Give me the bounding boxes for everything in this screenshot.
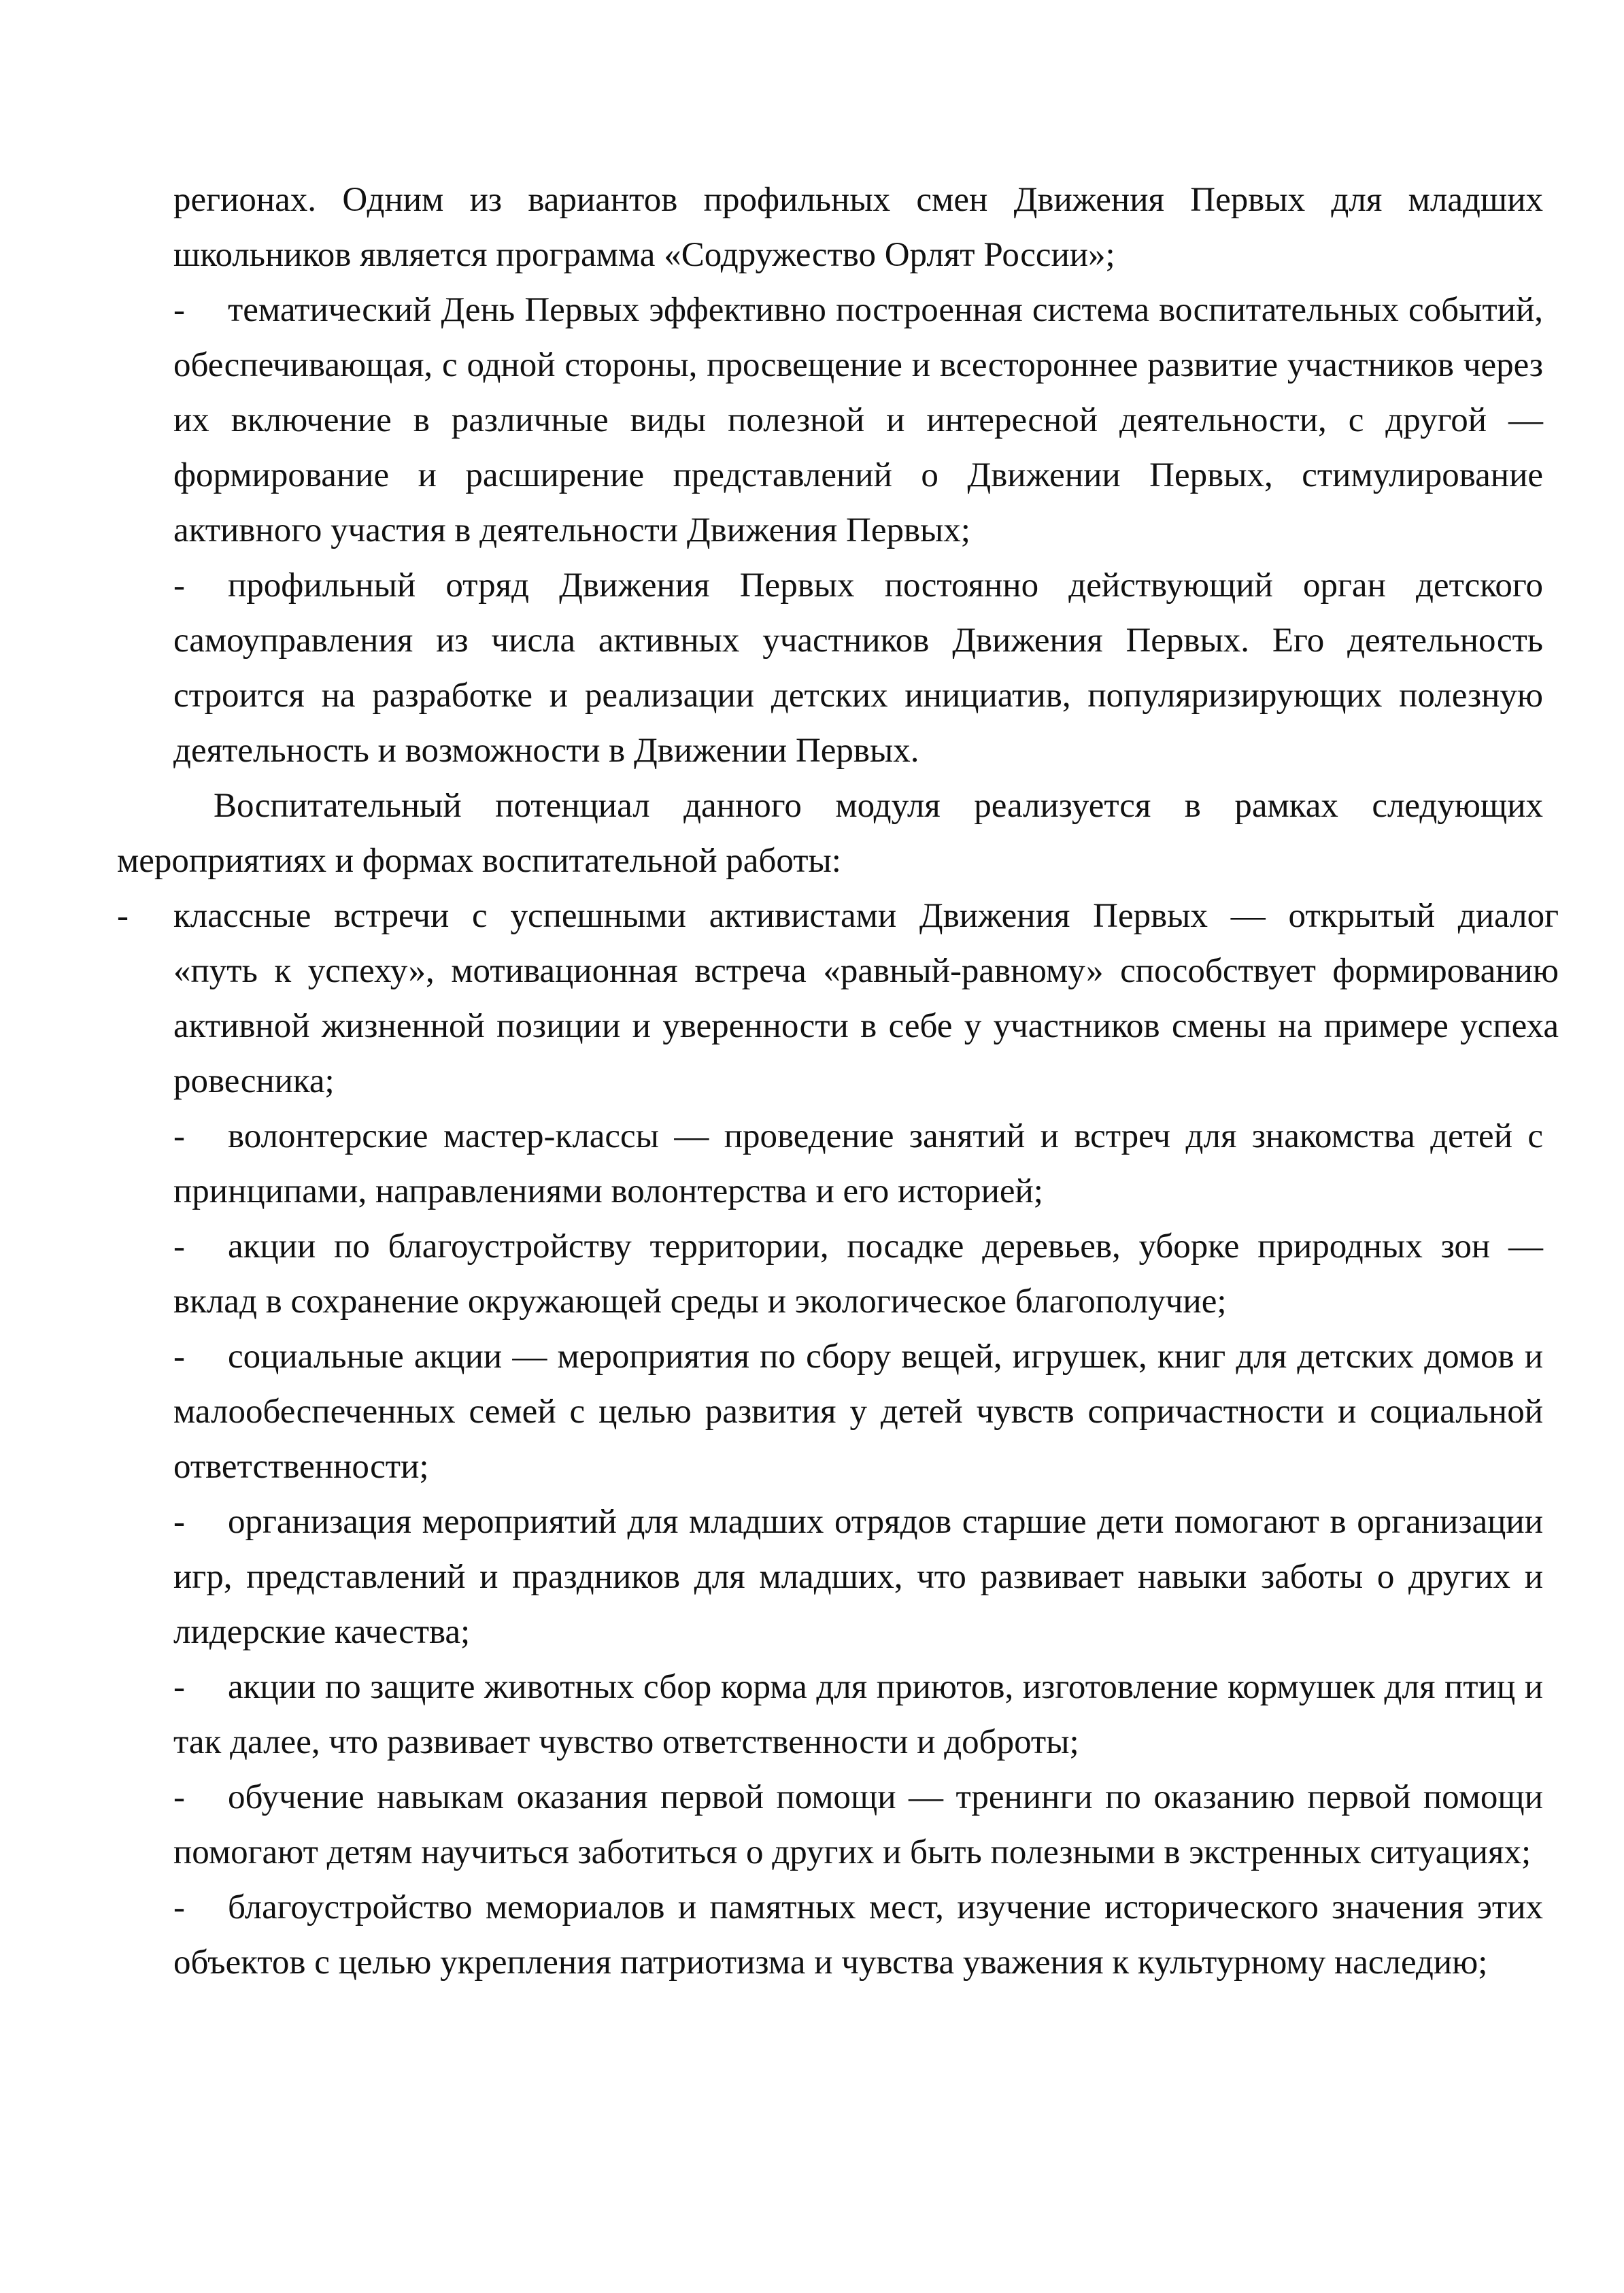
list-item-text: благоустройство мемориалов и памятных мест, изучение исторического значения этих объектов с целью укрепления патриотизма и чувства уважения к культурному наследию; bbox=[173, 1888, 1543, 1982]
list-item bbox=[173, 283, 1543, 558]
document-body bbox=[0, 173, 1624, 1990]
bullet-marker: - bbox=[173, 291, 185, 329]
list-item bbox=[173, 1329, 1543, 1495]
list-item-text: тематический День Первых эффективно построенная система воспитательных событий, обеспечивающая, с одной стороны, просвещение и всестороннее развитие участников через их включение в различные виды полезной и интересной деятельности, с другой — формирование и расширение представлений о Движении Первых, стимулирование активного участия в деятельности Движения Первых; bbox=[173, 291, 1543, 549]
list-item bbox=[173, 558, 1543, 779]
list-item bbox=[173, 1219, 1543, 1329]
list-item-text: организация мероприятий для младших отрядов старшие дети помогают в организации игр, представлений и праздников для младших, что развивает навыки заботы о других и лидерские качества; bbox=[173, 1503, 1543, 1651]
list-item-text: обучение навыкам оказания первой помощи — тренинги по оказанию первой помощи помогают детям научиться заботиться о других и быть полезными в экстренных ситуациях; bbox=[173, 1778, 1543, 1871]
list-item-text: акции по благоустройству территории, посадке деревьев, уборке природных зон — вклад в сохранение окружающей среды и экологическое благополучие; bbox=[173, 1227, 1543, 1321]
list-item bbox=[173, 1495, 1543, 1660]
bullet-marker: - bbox=[173, 1888, 185, 1926]
paragraph-indented: Воспитательный потенциал данного модуля реализуется в рамках следующих мероприятиях и формах воспитательной работы: bbox=[117, 787, 1543, 880]
list-item-text: социальные акции — мероприятия по сбору вещей, игрушек, книг для детских домов и малообеспеченных семей с целью развития у детей чувств сопричастности и социальной ответственности; bbox=[173, 1338, 1543, 1486]
list-item-first-line: классные встречи с успешными активистами Движения Первых — открытый диалог bbox=[173, 897, 1559, 935]
bullet-marker: - bbox=[173, 1668, 185, 1706]
list-item-text: «путь к успеху», мотивационная встреча «равный-равному» способствует формированию активной жизненной позиции и уверенности в себе у участников смены на примере успеха ровесника; bbox=[173, 952, 1559, 1100]
bullet-marker: - bbox=[173, 1778, 185, 1816]
bullet-marker: - bbox=[173, 1503, 185, 1541]
bullet-marker: - bbox=[173, 1227, 185, 1266]
list-item bbox=[173, 1109, 1543, 1219]
list-item-text: профильный отряд Движения Первых постоянно действующий орган детского самоуправления из числа активных участников Движения Первых. Его деятельность строится на разработке и реализации детских инициатив, популяризирующих полезную деятельность и возможности в Движении Первых. bbox=[173, 566, 1543, 770]
bullet-marker: - bbox=[173, 1338, 185, 1376]
list-item-text: волонтерские мастер-классы — проведение занятий и встреч для знакомства детей с принципами, направлениями волонтерства и его историей; bbox=[173, 1117, 1543, 1210]
list-item bbox=[173, 1770, 1543, 1880]
list-item bbox=[173, 1660, 1543, 1770]
list-item-text: акции по защите животных сбор корма для приютов, изготовление кормушек для птиц и так далее, что развивает чувство ответственности и доброты; bbox=[173, 1668, 1543, 1761]
list-item bbox=[117, 889, 1559, 1109]
paragraph-continuation: регионах. Одним из вариантов профильных смен Движения Первых для младших школьников является программа «Содружество Орлят России»; bbox=[173, 181, 1543, 274]
bullet-marker: - bbox=[117, 897, 129, 935]
list-item bbox=[173, 1880, 1543, 1990]
bullet-marker: - bbox=[173, 1117, 185, 1155]
bullet-marker: - bbox=[173, 566, 185, 605]
